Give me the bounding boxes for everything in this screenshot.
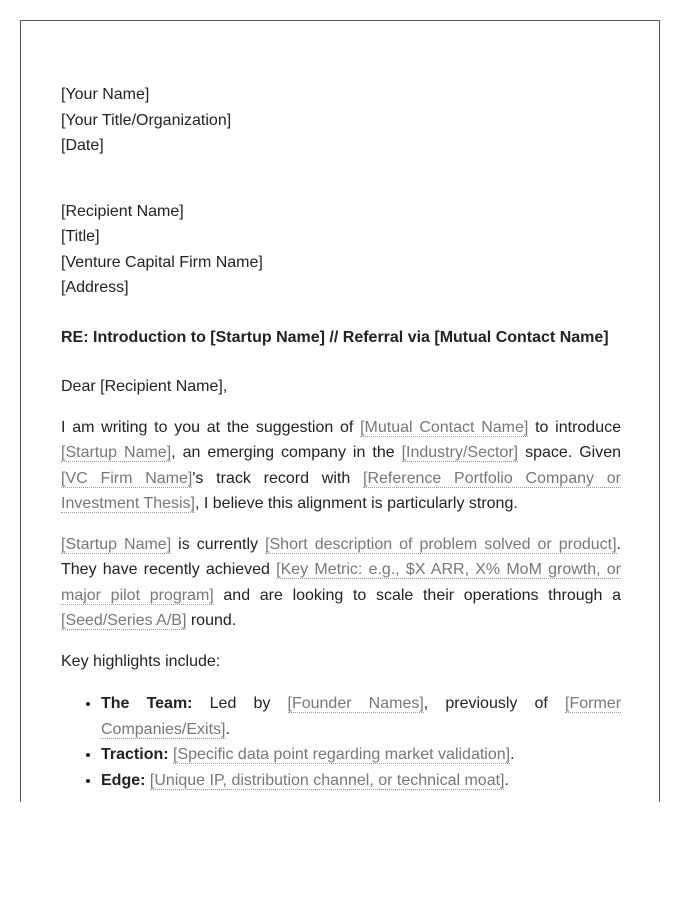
letter-page	[20, 20, 660, 802]
header-spacer	[61, 159, 621, 199]
placeholder-unique-ip: [Unique IP, distribution channel, or technical moat]	[149, 771, 505, 789]
text: is currently	[171, 535, 266, 553]
placeholder-startup-name: [Startup Name]	[61, 444, 172, 461]
text: , an emerging company in the	[171, 444, 402, 461]
placeholder-market-validation: [Specific data point regarding market validation]	[173, 746, 511, 763]
highlight-item-team	[101, 691, 621, 742]
text: , I believe this alignment is particularly strong.	[194, 495, 518, 512]
placeholder-round: [Seed/Series A/B]	[61, 612, 187, 629]
text: .	[504, 771, 509, 789]
recipient-block	[61, 199, 621, 301]
placeholder-startup-name: [Startup Name]	[61, 535, 172, 553]
company-paragraph	[61, 532, 621, 634]
sender-title: [Your Title/Organization]	[61, 111, 232, 129]
placeholder-former-companies: [Former Companies/Exits]	[101, 695, 622, 738]
highlights-intro: Key highlights include:	[61, 652, 221, 670]
highlight-label: The Team:	[101, 695, 193, 712]
highlight-label: Traction:	[101, 746, 169, 763]
placeholder-problem-description: [Short description of problem solved or product]	[265, 535, 617, 553]
text: .	[225, 720, 230, 738]
text: . They have recently achieved	[61, 535, 621, 578]
sender-name: [Your Name]	[61, 86, 150, 103]
placeholder-key-metric: [Key Metric: e.g., $X ARR, X% MoM growth, or major pilot program]	[61, 561, 621, 604]
placeholder-vc-firm: [VC Firm Name]	[61, 469, 193, 487]
text: , previously of	[423, 695, 566, 712]
intro-paragraph	[61, 415, 621, 517]
letter-body	[61, 82, 621, 793]
text: to introduce	[528, 418, 622, 436]
subject-line: RE: Introduction to [Startup Name] // Referral via [Mutual Contact Name]	[61, 328, 609, 346]
text: 's track record with	[192, 469, 363, 487]
text: Led by	[192, 695, 288, 712]
placeholder-founder-names: [Founder Names]	[287, 695, 424, 712]
highlights-list	[61, 691, 621, 793]
placeholder-reference-portfolio: [Reference Portfolio Company or Investment Thesis]	[61, 469, 622, 512]
recipient-title: [Title]	[61, 228, 100, 245]
recipient-firm: [Venture Capital Firm Name]	[61, 253, 263, 271]
text: round.	[186, 612, 237, 629]
highlight-label: Edge:	[101, 771, 146, 789]
text: and are looking to scale their operations through a	[213, 586, 622, 604]
letter-date: [Date]	[61, 137, 104, 154]
highlight-item-traction	[101, 742, 621, 768]
sender-block	[61, 82, 621, 159]
placeholder-industry: [Industry/Sector]	[401, 444, 519, 461]
placeholder-mutual-contact: [Mutual Contact Name]	[360, 418, 529, 436]
text: .	[510, 746, 515, 763]
recipient-name: [Recipient Name]	[61, 202, 184, 220]
text: I am writing to you at the suggestion of	[61, 418, 361, 436]
text: space. Given	[518, 444, 621, 461]
recipient-address: [Address]	[61, 279, 129, 296]
salutation: Dear [Recipient Name],	[61, 378, 228, 395]
highlight-item-edge	[101, 768, 621, 794]
